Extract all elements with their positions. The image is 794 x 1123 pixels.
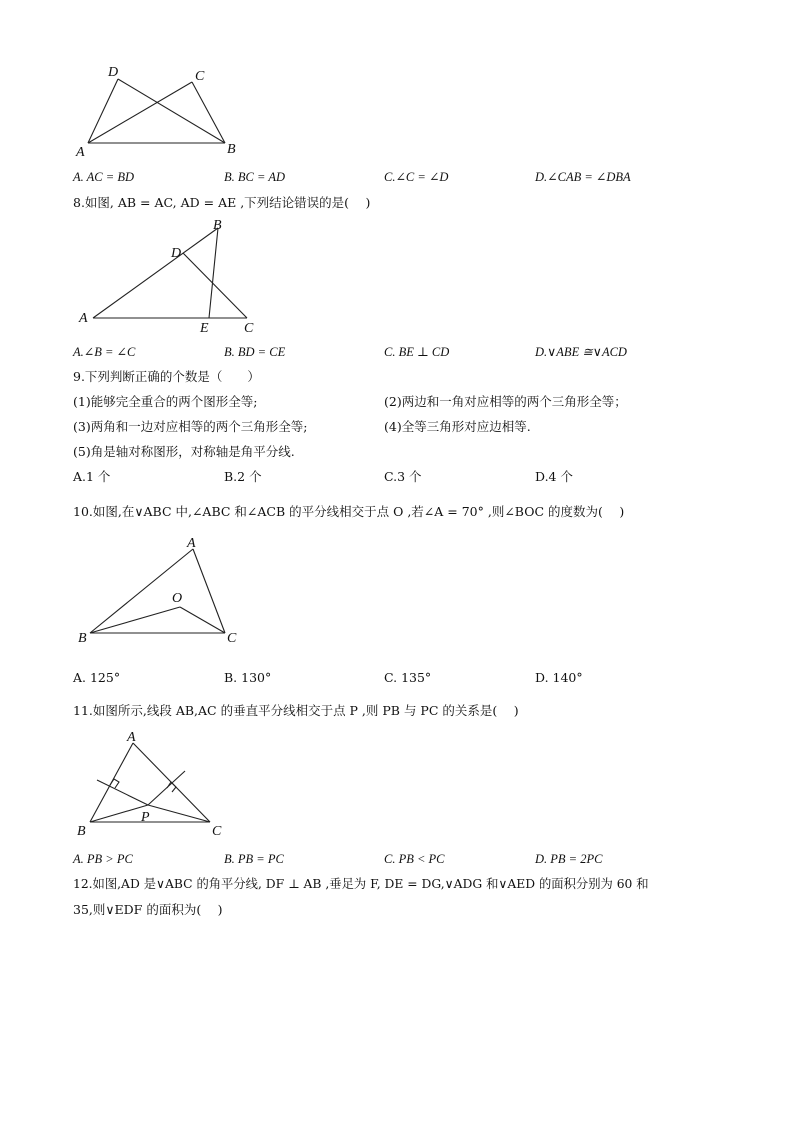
q10-figure: [75, 535, 255, 650]
q12-stem-line2: 35,则∨EDF 的面积为( ): [73, 902, 223, 917]
q9-option-a[interactable]: A.1 个: [73, 469, 111, 484]
q11-option-d[interactable]: D. PB = 2PC: [535, 852, 603, 866]
q9-option-c[interactable]: C.3 个: [384, 469, 422, 484]
q12-stem-line1: 12.如图,AD 是∨ABC 的角平分线, DF ⊥ AB ,垂足为 F, DE = DG,∨ADG 和∨AED 的面积分别为 60 和: [73, 877, 649, 891]
q8-label-D: D: [171, 246, 182, 261]
q11-stem: 11.如图所示,线段 AB,AC 的垂直平分线相交于点 P ,则 PB 与 PC 的关系是( ): [73, 703, 519, 718]
q11-label-C: C: [212, 824, 222, 839]
q7-figure: [70, 60, 250, 160]
q9-item-2: (2)两边和一角对应相等的两个三角形全等；: [384, 394, 627, 409]
q9-item-5: (5)角是轴对称图形，对称轴是角平分线.: [73, 444, 295, 459]
q8-label-E: E: [200, 321, 209, 336]
q11-label-A: A: [127, 730, 136, 745]
q8-option-d[interactable]: D.∨ABE ≅∨ACD: [535, 345, 627, 359]
q7-option-c[interactable]: C.∠C = ∠D: [384, 170, 449, 184]
q8-figure: [75, 215, 265, 335]
q7-option-d[interactable]: D.∠CAB = ∠DBA: [535, 170, 631, 184]
q11-option-a[interactable]: A. PB > PC: [73, 852, 133, 866]
q11-option-b[interactable]: B. PB = PC: [224, 852, 284, 866]
q10-option-d[interactable]: D. 140°: [535, 670, 583, 685]
q11-figure: [75, 727, 235, 842]
q11-label-B: B: [77, 824, 86, 839]
q11-label-P: P: [141, 810, 150, 825]
q8-label-C: C: [244, 321, 254, 336]
q8-option-c[interactable]: C. BE ⊥ CD: [384, 345, 450, 359]
q10-label-O: O: [172, 591, 183, 606]
q7-label-D: D: [108, 65, 119, 80]
q10-option-a[interactable]: A. 125°: [73, 670, 121, 685]
q10-label-C: C: [227, 631, 237, 646]
q11-option-c[interactable]: C. PB < PC: [384, 852, 445, 866]
q9-item-4: (4)全等三角形对应边相等.: [384, 419, 531, 434]
q9-stem: 9.下列判断正确的个数是（ ）: [73, 369, 260, 384]
q9-item-1: (1)能够完全重合的两个图形全等;: [73, 394, 258, 409]
q7-label-C: C: [195, 69, 205, 84]
q8-option-b[interactable]: B. BD = CE: [224, 345, 286, 359]
q10-label-B: B: [78, 631, 87, 646]
q10-option-b[interactable]: B. 130°: [224, 670, 272, 685]
q7-option-b[interactable]: B. BC = AD: [224, 170, 285, 184]
q7-label-B: B: [227, 142, 236, 157]
q7-option-a[interactable]: A. AC = BD: [73, 170, 134, 184]
q8-option-a[interactable]: A.∠B = ∠C: [73, 345, 136, 359]
q9-item-3: (3)两角和一边对应相等的两个三角形全等;: [73, 419, 308, 434]
q10-stem: 10.如图,在∨ABC 中,∠ABC 和∠ACB 的平分线相交于点 O ,若∠A = 70° ,则∠BOC 的度数为( ): [73, 504, 625, 519]
q8-label-B: B: [213, 218, 222, 233]
q10-label-A: A: [187, 536, 196, 551]
q7-label-A: A: [76, 145, 85, 160]
q9-option-b[interactable]: B.2 个: [224, 469, 262, 484]
q8-stem: 8.如图, AB = AC, AD = AE ,下列结论错误的是( ): [73, 195, 371, 210]
q10-option-c[interactable]: C. 135°: [384, 670, 432, 685]
q8-label-A: A: [79, 311, 88, 326]
q9-option-d[interactable]: D.4 个: [535, 469, 573, 484]
